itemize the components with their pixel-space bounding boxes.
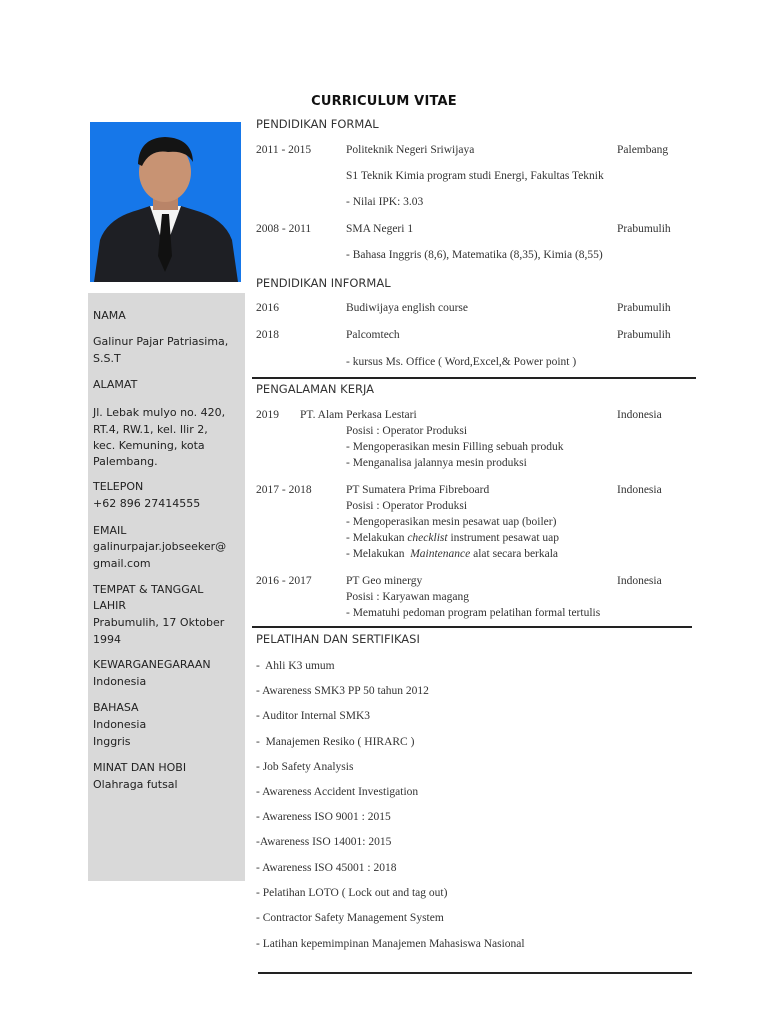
job-country: Indonesia <box>617 484 662 496</box>
birth-label-line2: LAHIR <box>93 599 127 612</box>
training-item: - Awareness ISO 45001 : 2018 <box>256 862 397 874</box>
language-value-2: Inggris <box>93 735 131 748</box>
section-divider <box>252 377 696 379</box>
name-label: NAMA <box>93 309 126 322</box>
section-divider <box>252 626 692 628</box>
course-city: Prabumulih <box>617 329 671 341</box>
profile-photo <box>90 122 241 282</box>
course-name: Palcomtech <box>346 329 400 341</box>
job-task: - Mengoperasikan mesin Filling sebuah produk <box>346 441 564 453</box>
email-line1: galinurpajar.jobseeker@ <box>93 540 227 553</box>
address-line3: kec. Kemuning, kota <box>93 439 205 452</box>
training-item: - Pelatihan LOTO ( Lock out and tag out) <box>256 887 448 899</box>
address-line2: RT.4, RW.1, kel. Ilir 2, <box>93 423 208 436</box>
experience-heading: PENGALAMAN KERJA <box>256 382 375 396</box>
training-item: - Auditor Internal SMK3 <box>256 710 371 722</box>
job-country: Indonesia <box>617 575 662 587</box>
course-year: 2016 <box>256 302 279 314</box>
course-city: Prabumulih <box>617 302 671 314</box>
education-gpa: - Nilai IPK: 3.03 <box>346 196 424 208</box>
informal-education-heading: PENDIDIKAN INFORMAL <box>256 276 391 290</box>
birth-value-line2: 1994 <box>93 633 121 646</box>
education-city: Prabumulih <box>617 223 671 235</box>
training-item: -Awareness ISO 14001: 2015 <box>256 836 392 848</box>
training-item: - Contractor Safety Management System <box>256 912 444 924</box>
email-label: EMAIL <box>93 524 127 537</box>
address-line1: Jl. Lebak mulyo no. 420, <box>93 406 226 419</box>
training-item: - Awareness SMK3 PP 50 tahun 2012 <box>256 685 429 697</box>
sidebar-panel <box>88 293 245 881</box>
birth-value-line1: Prabumulih, 17 Oktober <box>93 616 225 629</box>
job-year: 2019 <box>256 409 279 421</box>
email-line2: gmail.com <box>93 557 151 570</box>
name-value-line2: S.S.T <box>93 352 121 365</box>
job-year: 2016 - 2017 <box>256 575 312 587</box>
course-year: 2018 <box>256 329 279 341</box>
job-task-emphasis: Maintenance <box>410 548 471 560</box>
address-line4: Palembang. <box>93 455 158 468</box>
training-item: - Job Safety Analysis <box>256 761 354 773</box>
training-heading: PELATIHAN DAN SERTIFIKASI <box>256 632 420 646</box>
job-task-prefix: - Melakukan <box>346 532 408 544</box>
job-task-suffix: alat secara berkala <box>470 548 559 560</box>
birth-label-line1: TEMPAT & TANGGAL <box>93 583 204 596</box>
job-position: Posisi : Karyawan magang <box>346 591 469 603</box>
language-value-1: Indonesia <box>93 718 147 731</box>
education-years: 2008 - 2011 <box>256 223 312 235</box>
education-city: Palembang <box>617 144 669 156</box>
address-label: ALAMAT <box>93 378 138 391</box>
job-task-emphasis: checklist <box>407 532 448 544</box>
training-item: - Awareness ISO 9001 : 2015 <box>256 811 391 823</box>
job-company: PT Geo minergy <box>346 575 423 587</box>
phone-label: TELEPON <box>93 480 144 493</box>
job-company: PT Sumatera Prima Fibreboard <box>346 484 490 496</box>
education-school: SMA Negeri 1 <box>346 223 414 235</box>
job-task: - Mematuhi pedoman program pelatihan formal tertulis <box>346 607 601 619</box>
job-task: - Menganalisa jalannya mesin produksi <box>346 457 527 469</box>
job-task-prefix: - Melakukan <box>346 548 411 560</box>
training-item: - Latihan kepemimpinan Manajemen Mahasiswa Nasional <box>256 938 525 950</box>
job-task <box>346 548 558 560</box>
job-task-suffix: instrument pesawat uap <box>447 532 560 544</box>
education-school: Politeknik Negeri Sriwijaya <box>346 144 475 156</box>
education-program: S1 Teknik Kimia program studi Energi, Fakultas Teknik <box>346 170 604 182</box>
job-task: - Mengoperasikan mesin pesawat uap (boiler) <box>346 516 557 528</box>
job-country: Indonesia <box>617 409 662 421</box>
training-item: - Awareness Accident Investigation <box>256 786 419 798</box>
person-portrait-icon <box>90 122 241 282</box>
course-name: Budiwijaya english course <box>346 302 469 314</box>
page-title: CURRICULUM VITAE <box>311 94 457 109</box>
hobby-value: Olahraga futsal <box>93 778 178 791</box>
job-position: Posisi : Operator Produksi <box>346 500 468 512</box>
job-year: 2017 - 2018 <box>256 484 312 496</box>
nationality-value: Indonesia <box>93 675 147 688</box>
job-position: Posisi : Operator Produksi <box>346 425 468 437</box>
hobby-label: MINAT DAN HOBI <box>93 761 187 774</box>
nationality-label: KEWARGANEGARAAN <box>93 658 211 671</box>
education-years: 2011 - 2015 <box>256 144 312 156</box>
formal-education-heading: PENDIDIKAN FORMAL <box>256 117 379 131</box>
name-value-line1: Galinur Pajar Patriasima, <box>93 335 229 348</box>
job-task <box>346 532 559 544</box>
job-company: PT. Alam Perkasa Lestari <box>300 409 417 421</box>
training-item: - Manajemen Resiko ( HIRARC ) <box>256 736 415 748</box>
education-grades: - Bahasa Inggris (8,6), Matematika (8,35), Kimia (8,55) <box>346 249 603 261</box>
phone-value: +62 896 27414555 <box>93 497 201 510</box>
course-detail: - kursus Ms. Office ( Word,Excel,& Power point ) <box>346 356 577 368</box>
training-item: - Ahli K3 umum <box>256 660 335 672</box>
section-divider <box>258 972 692 974</box>
language-label: BAHASA <box>93 701 139 714</box>
